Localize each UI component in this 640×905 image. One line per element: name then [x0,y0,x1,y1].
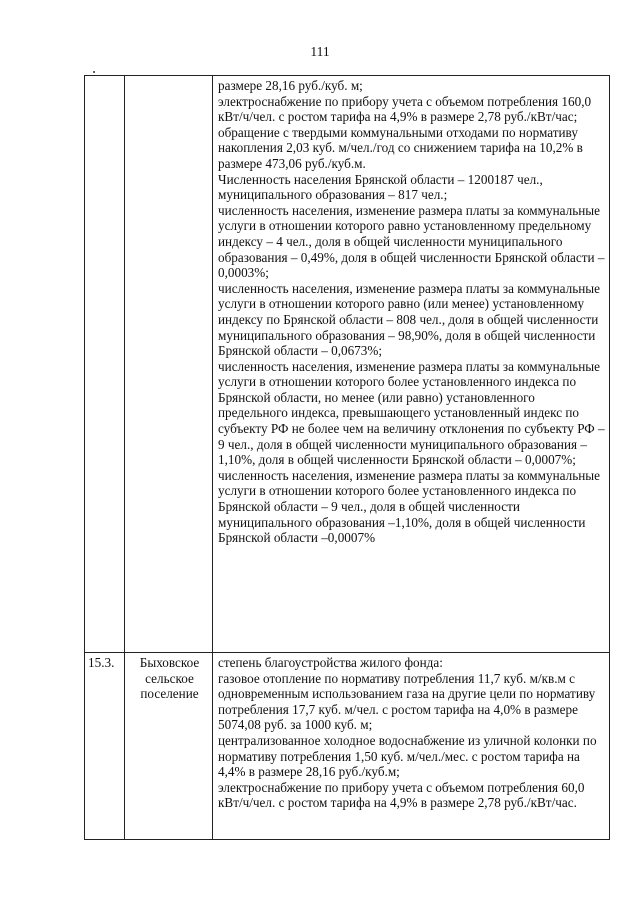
table-row [85,76,610,653]
table-row [85,653,610,840]
settlement-name-cell [125,653,213,840]
settlement-name-cell [125,76,213,653]
page-number: 111 [310,44,330,59]
description-cell [213,76,610,653]
row-number: 15.3. [88,655,115,670]
settlement-name: Быховское сельское поселение [139,655,200,702]
row-number-cell [85,653,125,840]
row-number-cell [85,76,125,653]
description-text: степень благоустройства жилого фонда: газовое отопление по нормативу потребления 11,7 куб. м/кв.м с одновременным использованием газа на другие цели по нормативу потребления 17,7 куб. м/чел. с ростом тарифа на 4,0% в размере 5074,08 руб. за 1000 куб. м; централизованное холодное водоснабжение из уличной колонки по нормативу потребления 1,50 куб. м/чел./мес. с ростом тарифа на 4,4% в размере 28,16 руб./куб.м; электроснабжение по прибору учета с объемом потребления 60,0 кВт/ч/чел. с ростом тарифа на 4,9% в размере 2,78 руб./кВт/час. [218,655,597,811]
description-cell [213,653,610,840]
description-text: размере 28,16 руб./куб. м; электроснабжение по прибору учета с объемом потребления 160,0 кВт/ч/чел. с ростом тарифа на 4,9% в размере 2,78 руб./кВт/час; обращение с твердыми коммунальными отходами по нормативу накопления 2,03 куб. м/чел./год со снижением тарифа на 10,2% в размере 473,06 руб./куб.м. Численность населения Брянской области – 1200187 чел., муниципального образования – 817 чел.; численность населения, изменение размера платы за коммунальные услуги в отношении которого равно установленному предельному индексу – 4 чел., доля в общей численности муниципального образования – 0,49%, доля в общей численности Брянской области – 0,0003%; численность населения, изменение размера платы за коммунальные услуги в отношении которого равно (или менее) установленному индексу по Брянской области – 808 чел., доля в общей численности муниципального образования – 98,90%, доля в общей численности Брянской области – 0,0673%; численность населения, изменение размера платы за коммунальные услуги в отношении которого более установленного индекса по Брянской области, но менее (или равно) установленного предельного индекса, превышающего установленный индекс по субъекту РФ не более чем на величину отклонения по субъекту РФ – 9 чел., доля в общей численности муниципального образования – 1,10%, доля в общей численности Брянской области – 0,0007%; численность населения, изменение размера платы за коммунальные услуги в отношении которого более установленного индекса по Брянской области – 9 чел., доля в общей численности муниципального образования –1,10%, доля в общей численности Брянской области –0,0007% [218,78,605,546]
tariff-table [84,75,610,840]
margin-mark [93,71,95,73]
